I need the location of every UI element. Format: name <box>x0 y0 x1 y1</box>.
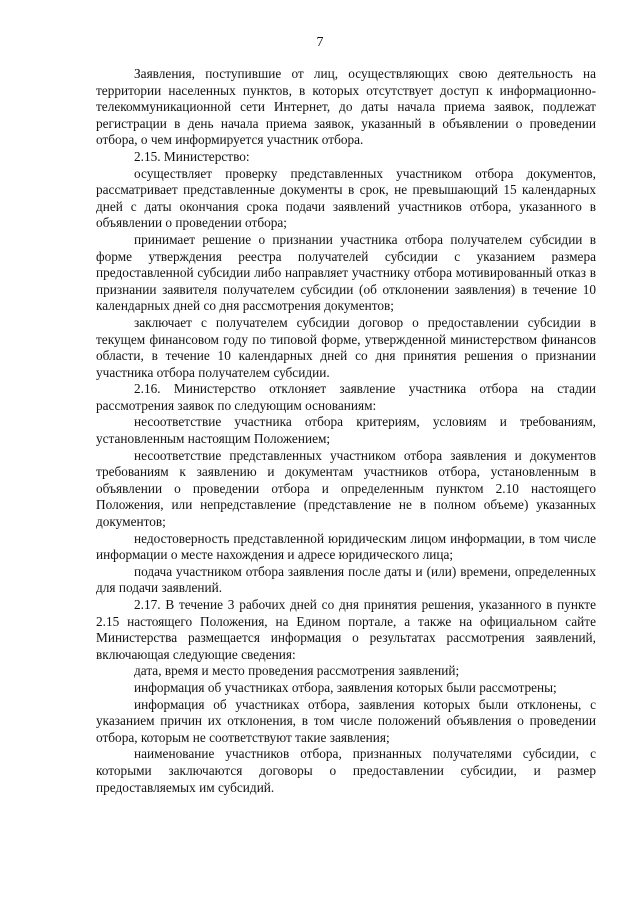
paragraph-2-16-heading: 2.16. Министерство отклоняет заявление участника отбора на стадии рассмотрения заявок по следующим основаниям: <box>96 381 596 413</box>
paragraph-2-15-agreement: заключает с получателем субсидии договор о предоставлении субсидии в текущем финансовом году по типовой форме, утвержденной министерством финансов области, в течение 10 календарных дней со дня принятия решения о признании участника отбора получателем субсидии. <box>96 314 596 380</box>
paragraph-2-17-rejected-participants: информация об участниках отбора, заявления которых были отклонены, с указанием причин их отклонения, в том числе положений объявления о проведении отбора, которым не соответствуют такие заявления; <box>96 696 596 745</box>
paragraph-2-16-documents: несоответствие представленных участником отбора заявления и документов требованиям к заявлению и документам участников отбора, установленным в объявлении о проведении отбора и определенным пунктом 2.10 настоящего Положения, или непредставление (представление не в полном объеме) указанных документов; <box>96 447 596 530</box>
paragraph-2-16-false-information: недостоверность представленной юридическим лицом информации, в том числе информации о месте нахождения и адресе юридического лица; <box>96 530 596 563</box>
paragraph-2-15-verification: осуществляет проверку представленных участником отбора документов, рассматривает представленные документы в срок, не превышающий 15 календарных дней с даты окончания срока подачи заявлений участников отбора, указанного в объявлении о проведении отбора; <box>96 165 596 231</box>
paragraph-2-15-heading: 2.15. Министерство: <box>134 148 250 164</box>
paragraph-2-17-heading: 2.17. В течение 3 рабочих дней со дня принятия решения, указанного в пункте 2.15 настоящего Положения, на Едином портале, а также на официальном сайте Министерства размещается информация о результатах рассмотрения заявлений, включающая следующие сведения: <box>96 597 596 662</box>
paragraph-2-17-recipients: наименование участников отбора, признанных получателями субсидии, с которыми заключаются договоры о предоставлении субсидии, и размер предоставляемых им субсидий. <box>96 746 596 795</box>
paragraph-2-17-reviewed-participants: информация об участниках отбора, заявления которых были рассмотрены; <box>134 679 557 695</box>
paragraph-2-17-date-time-place: дата, время и место проведения рассмотрения заявлений; <box>134 663 460 679</box>
document-body <box>96 66 596 796</box>
page-number: 7 <box>316 35 324 50</box>
paragraph-2-16-late-submission: подача участником отбора заявления после даты и (или) времени, определенных для подачи заявлений. <box>96 563 596 596</box>
paragraph-2-16-criteria: несоответствие участника отбора критериям, условиям и требованиям, установленным настоящим Положением; <box>96 414 596 447</box>
paragraph-applications-without-internet: Заявления, поступившие от лиц, осуществляющих свою деятельность на территории населенных пунктов, в которых отсутствует доступ к информационно-телекоммуникационной сети Интернет, до даты начала приема заявок, подлежат регистрации в день начала приема заявок, указанный в объявлении о проведении отбора, о чем информируется участник отбора. <box>96 66 596 148</box>
paragraph-2-15-decision: принимает решение о признании участника отбора получателем субсидии в форме утверждения реестра получателей субсидии с указанием размера предоставленной субсидии либо направляет участнику отбора мотивированный отказ в признании заявителя получателем субсидии (об отклонении заявления) в течение 10 календарных дней со дня рассмотрения документов; <box>96 231 596 314</box>
